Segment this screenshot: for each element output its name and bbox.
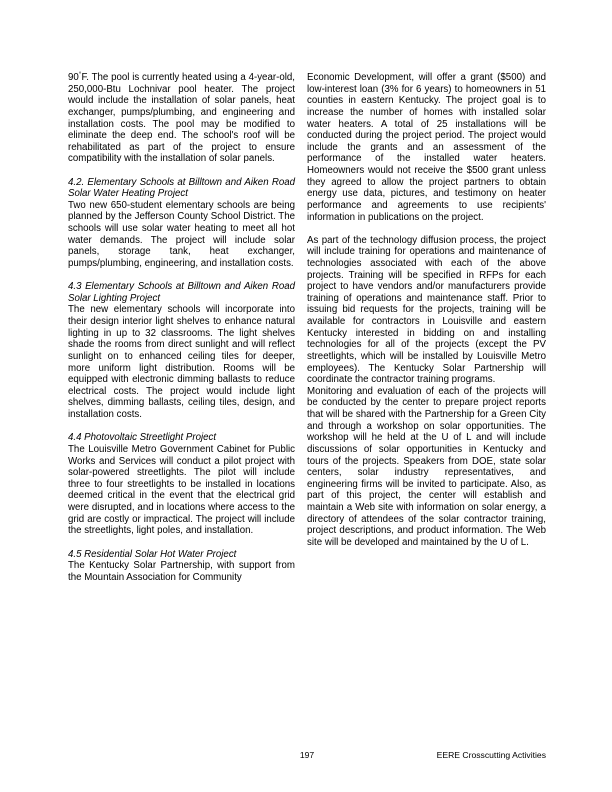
page-number: 197 [299,750,315,760]
paragraph-residential-hot-water: The Kentucky Solar Partnership, with support from the Mountain Association for Community [68,560,295,583]
heading-4-2: 4.2. Elementary Schools at Billtown and Aiken Road Solar Water Heating Project [68,176,295,200]
page-footer [68,749,546,761]
degree-symbol: ° [78,70,82,78]
paragraph-water-heating: Two new 650-student elementary schools are being planned by the Jefferson County School District. The schools will use solar water heating to meet all hot water demands. The project will include solar panels, storage tank, heat exchanger, pumps/plumbing, engineering, and installation costs. [68,199,295,269]
paragraph-grant-loan: Economic Development, will offer a grant ($500) and low-interest loan (3% for 6 years) to homeowners in 51 counties in eastern Kentucky. The project goal is to increase the number of homes with installed solar water heaters. A total of 25 installations will be conducted during the project period. The project would include the grants and an assessment of the performance of the installed water heaters. Homeowners would not receive the $500 grant unless they agreed to allow the project partners to obtain energy use data, pictures, and testimony on heater performance and agreements to use recipients' information in publications on the project. [307,72,546,223]
two-column-text-body [68,72,546,583]
right-column [307,72,546,549]
paragraph-pool-heater [68,72,295,165]
heading-4-4: 4.4 Photovoltaic Streetlight Project [68,432,217,444]
paragraph-pool-heater-text: F. The pool is currently heated using a 4-year-old, 250,000-Btu Lochnivar pool heater. The project would include the installation of solar panels, heat exchanger, pumps/plumbing, and engineering and installation costs. The pool may be modified to eliminate the deep end. The school's roof will be rehabilitated as part of the project to ensure compatibility with the installation of solar panels. [68,72,295,165]
paragraph-monitoring-evaluation: Monitoring and evaluation of each of the projects will be conducted by the center to prepare project reports that will be shared with the Partnership for a Green City and through a workshop on solar opportunities. The workshop will he held at the U of L and will include discussions of solar opportunities in Kentucky and tours of the projects. Speakers from DOE, state solar centers, solar industry representatives, and engineering firms will be invited to participate. Also, as part of this project, the center will establish and maintain a Web site with information on solar energy, a directory of attendees of the solar contractor training, project descriptions, and product information. The Web site will be developed and maintained by the U of L. [307,385,546,548]
running-title: EERE Crosscutting Activities [436,750,546,760]
heading-4-5: 4.5 Residential Solar Hot Water Project [68,548,237,560]
paragraph-technology-diffusion: As part of the technology diffusion process, the project will include training for operations and maintenance of technologies associated with each of the above projects. Training will be specified in RFPs for each project to have vendors and/or manufacturers provide training of operations and maintenance staff. Prior to issuing bid requests for the projects, training will be available for contractors in Louisville and eastern Kentucky interested in bidding on and installing technologies for all of the projects (except the PV streetlights, which will be installed by Louisville Metro employees). The Kentucky Solar Partnership will coordinate the contractor training programs. [307,234,546,386]
paragraph-solar-lighting: The new elementary schools will incorporate into their design interior light shelves to enhance natural lighting in up to 32 classrooms. The light shelves shade the rooms from direct sunlight and will reflect sunlight on to enhanced ceiling tiles for deeper, more uniform light distribution. Rooms will be equipped with electronic dimming ballasts to reduce electrical costs. The project would include light shelves, dimming ballasts, ceiling tiles, design, and installation costs. [68,304,295,421]
paragraph-streetlight: The Louisville Metro Government Cabinet for Public Works and Services will conduct a pilot project with solar-powered streetlights. The pilot will include three to four streetlights to be installed in locations deemed critical in the event that the electrical grid were disrupted, and in locations where access to the grid are costly or impractical. The project will include the streetlights, light poles, and installation. [68,443,295,537]
heading-4-3: 4.3 Elementary Schools at Billtown and Aiken Road Solar Lighting Project [68,281,295,304]
temperature-value: 90 [68,72,79,83]
left-column [68,72,295,583]
